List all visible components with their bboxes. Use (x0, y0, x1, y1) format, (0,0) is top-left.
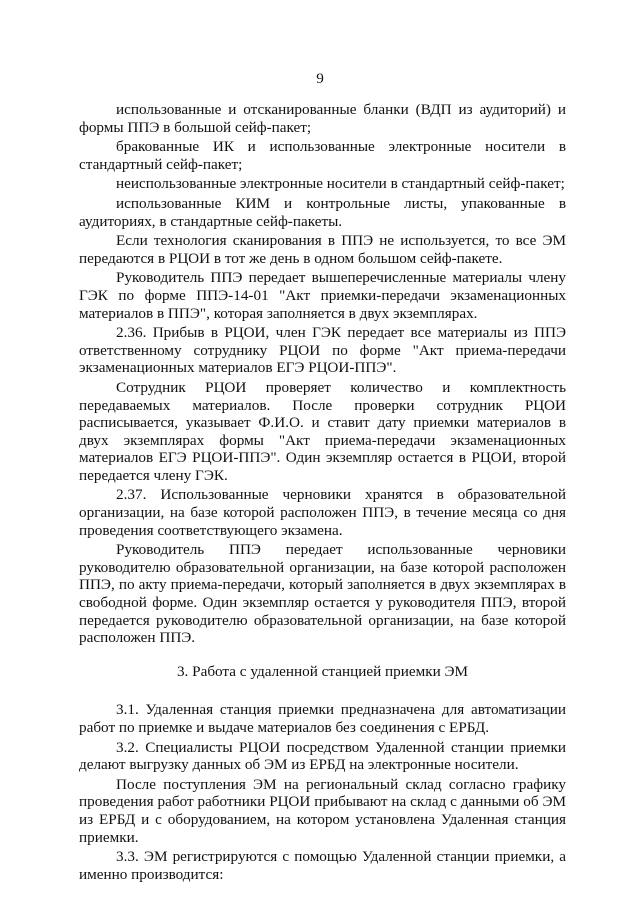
paragraph: использованные и отсканированные бланки (ВДП из аудиторий) и формы ППЭ в большой сейф-пакет; (79, 101, 566, 136)
section-heading: 3. Работа с удаленной станцией приемки ЭМ (176, 662, 469, 680)
paragraph: Если технология сканирования в ППЭ не используется, то все ЭМ передаются в РЦОИ в тот же день в одном большом сейф-пакете. (79, 232, 566, 267)
page-number: 9 (316, 70, 324, 87)
paragraph: неиспользованные электронные носители в стандартный сейф-пакет; (116, 175, 565, 193)
paragraph: Руководитель ППЭ передает использованные черновики руководителю образовательной организации, на базе которой расположен ППЭ, по акту приема-передачи, который заполняется в двух экземплярах в свободной форме. Один экземпляр остается у руководителя ППЭ, второй передается руководителю образовательной организации, на базе которой расположен ППЭ. (79, 541, 566, 647)
paragraph: После поступления ЭМ на региональный склад согласно графику проведения работ работники РЦОИ прибывают на склад с данными об ЭМ из ЕРБД и с оборудованием, на котором установлена Удаленная станция приемки. (79, 775, 566, 846)
paragraph: 3.2. Специалисты РЦОИ посредством Удаленной станции приемки делают выгрузку данных об ЭМ из ЕРБД на электронные носители. (79, 738, 566, 774)
paragraph: бракованные ИК и использованные электронные носители в стандартный сейф-пакет; (79, 138, 566, 173)
document-body (79, 101, 566, 885)
paragraph: 3.1. Удаленная станция приемки предназначена для автоматизации работ по приемке и выдаче материалов без соединения с ЕРБД. (79, 701, 566, 736)
paragraph: 3.3. ЭМ регистрируются с помощью Удаленной станции приемки, а именно производится: (79, 848, 566, 883)
paragraph: Руководитель ППЭ передает вышеперечисленные материалы члену ГЭК по форме ППЭ-14-01 "Акт приемки-передачи экзаменационных материалов в ППЭ", которая заполняется в двух экземплярах. (79, 269, 566, 322)
paragraph: использованные КИМ и контрольные листы, упакованные в аудиториях, в стандартные сейф-пакеты. (79, 194, 566, 230)
paragraph: 2.37. Использованные черновики хранятся в образовательной организации, на базе которой расположен ППЭ, в течение месяца со дня проведения соответствующего экзамена. (79, 486, 566, 539)
paragraph: Сотрудник РЦОИ проверяет количество и комплектность передаваемых материалов. После проверки сотрудник РЦОИ расписывается, указывает Ф.И.О. и ставит дату приемки материалов в двух экземплярах формы "Акт приема-передачи экзаменационных материалов ЕГЭ РЦОИ-ППЭ". Один экземпляр остается в РЦОИ, второй передается члену ГЭК. (79, 378, 566, 484)
paragraph: 2.36. Прибыв в РЦОИ, член ГЭК передает все материалы из ППЭ ответственному сотруднику РЦОИ по форме "Акт приема-передачи экзаменационных материалов ЕГЭ РЦОИ-ППЭ". (79, 324, 566, 377)
